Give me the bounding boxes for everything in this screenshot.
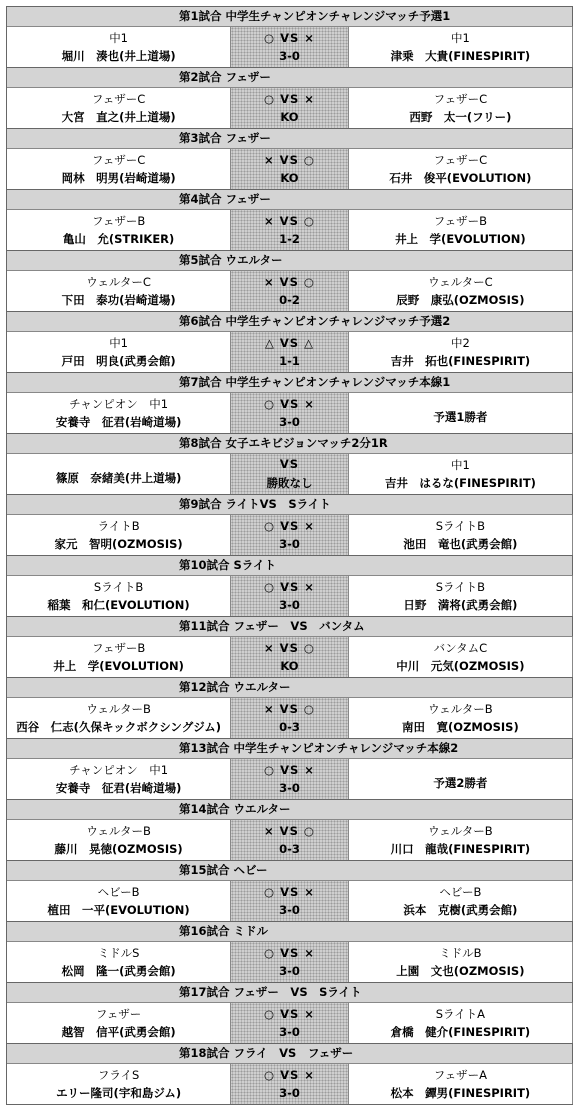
- left-weight-class: フェザーC: [91, 152, 146, 167]
- left-fighter-name: 井上 学(EVOLUTION): [53, 659, 184, 674]
- match-header: 第8試合 女子エキビジョンマッチ2分1R: [7, 434, 573, 454]
- match-result: 3-0: [279, 781, 300, 795]
- match-header: 第9試合 ライトVS Sライト: [7, 495, 573, 515]
- match-header: 第18試合 フライ VS フェザー: [7, 1044, 573, 1064]
- match-result: 0-3: [279, 720, 300, 734]
- win-loss-marks: ○ VS ×: [264, 519, 315, 533]
- right-fighter-name: 倉橋 健介(FINESPIRIT): [390, 1025, 531, 1040]
- right-fighter-name: 南田 寛(OZMOSIS): [402, 720, 519, 735]
- left-fighter-name: エリー隆司(宇和島ジム): [56, 1086, 182, 1101]
- left-fighter: [7, 698, 231, 738]
- left-weight-class: フェザーB: [91, 640, 146, 655]
- match-result-cell: [231, 942, 349, 982]
- match-result: 0-2: [279, 293, 300, 307]
- right-fighter: [349, 393, 573, 433]
- right-fighter: [349, 271, 573, 311]
- match-result-cell: [231, 454, 349, 494]
- match-block: [7, 434, 573, 495]
- right-fighter: [349, 576, 573, 616]
- right-weight-class: バンタムC: [433, 640, 488, 655]
- match-body: [7, 27, 573, 68]
- right-fighter: [349, 1064, 573, 1104]
- match-result: 3-0: [279, 537, 300, 551]
- left-fighter: [7, 393, 231, 433]
- left-fighter-name: 大宮 直之(井上道場): [61, 110, 176, 125]
- match-header: 第1試合 中学生チャンピオンチャレンジマッチ予選1: [7, 7, 573, 27]
- left-fighter: [7, 210, 231, 250]
- match-header: 第12試合 ウエルター: [7, 678, 573, 698]
- win-loss-marks: △ VS △: [265, 336, 314, 350]
- match-result-cell: [231, 271, 349, 311]
- left-fighter: [7, 1064, 231, 1104]
- match-body: [7, 576, 573, 617]
- match-result-cell: [231, 698, 349, 738]
- right-fighter: [349, 454, 573, 494]
- left-weight-class: ウェルターB: [86, 701, 151, 716]
- right-fighter-name: 石井 俊平(EVOLUTION): [389, 171, 532, 186]
- left-fighter: [7, 149, 231, 189]
- match-body: [7, 759, 573, 800]
- match-body: [7, 698, 573, 739]
- match-block: [7, 861, 573, 922]
- left-fighter-name: 越智 信平(武勇会館): [61, 1025, 176, 1040]
- match-block: [7, 983, 573, 1044]
- left-weight-class: チャンピオン 中1: [69, 762, 169, 777]
- left-fighter-name: 岡林 明男(岩崎道場): [61, 171, 176, 186]
- match-result-cell: [231, 88, 349, 128]
- left-weight-class: SライトB: [93, 579, 144, 594]
- win-loss-marks: × VS ○: [264, 214, 315, 228]
- match-result-cell: [231, 576, 349, 616]
- match-body: [7, 1003, 573, 1044]
- match-block: [7, 495, 573, 556]
- right-weight-class: フェザーC: [433, 152, 488, 167]
- left-fighter-name: 亀山 允(STRIKER): [62, 232, 175, 247]
- left-fighter-name: 堀川 湊也(井上道場): [61, 49, 176, 64]
- match-result-cell: [231, 332, 349, 372]
- match-result: 1-2: [279, 232, 300, 246]
- match-result-cell: [231, 820, 349, 860]
- right-weight-class: SライトB: [435, 579, 486, 594]
- match-result-cell: [231, 1003, 349, 1043]
- left-fighter: [7, 515, 231, 555]
- left-fighter: [7, 576, 231, 616]
- right-weight-class: 中1: [450, 457, 470, 472]
- match-result: 1-1: [279, 354, 300, 368]
- win-loss-marks: ○ VS ×: [264, 580, 315, 594]
- left-weight-class: チャンピオン 中1: [69, 396, 169, 411]
- right-weight-class: SライトA: [435, 1006, 486, 1021]
- right-fighter-name: 日野 満将(武勇会館): [403, 598, 518, 613]
- win-loss-marks: ○ VS ×: [264, 946, 315, 960]
- right-weight-class: 中2: [450, 335, 470, 350]
- left-fighter-name: 戸田 明良(武勇会館): [61, 354, 176, 369]
- match-result: KO: [280, 659, 299, 673]
- match-result-cell: [231, 393, 349, 433]
- match-body: [7, 88, 573, 129]
- left-weight-class: 中1: [109, 30, 129, 45]
- match-result-cell: [231, 881, 349, 921]
- right-fighter-name: 辰野 康弘(OZMOSIS): [396, 293, 525, 308]
- match-header: 第5試合 ウエルター: [7, 251, 573, 271]
- left-fighter: [7, 332, 231, 372]
- win-loss-marks: ○ VS ×: [264, 31, 315, 45]
- match-block: [7, 129, 573, 190]
- left-fighter-name: 下田 泰功(岩崎道場): [61, 293, 176, 308]
- left-fighter-name: 安養寺 征君(岩崎道場): [55, 781, 182, 796]
- match-result-cell: [231, 1064, 349, 1104]
- match-result: KO: [280, 171, 299, 185]
- match-result-cell: [231, 637, 349, 677]
- right-weight-class: ウェルターB: [428, 701, 493, 716]
- left-weight-class: ウェルターC: [86, 274, 151, 289]
- match-header: 第7試合 中学生チャンピオンチャレンジマッチ本線1: [7, 373, 573, 393]
- right-fighter-name: 浜本 克樹(武勇会館): [403, 903, 518, 918]
- right-weight-class: SライトB: [435, 518, 486, 533]
- right-fighter: [349, 332, 573, 372]
- right-fighter: [349, 515, 573, 555]
- left-weight-class: ライトB: [97, 518, 140, 533]
- right-weight-class: ミドルB: [439, 945, 482, 960]
- left-weight-class: ミドルS: [97, 945, 140, 960]
- win-loss-marks: ○ VS ×: [264, 92, 315, 106]
- match-result: 3-0: [279, 1025, 300, 1039]
- match-block: [7, 190, 573, 251]
- left-fighter: [7, 942, 231, 982]
- right-fighter: [349, 942, 573, 982]
- match-body: [7, 210, 573, 251]
- match-block: [7, 556, 573, 617]
- match-body: [7, 881, 573, 922]
- left-weight-class: フライS: [97, 1067, 140, 1082]
- right-weight-class: フェザーC: [433, 91, 488, 106]
- right-fighter-name: 予選2勝者: [433, 776, 488, 790]
- match-result-cell: [231, 149, 349, 189]
- right-weight-class: 中1: [450, 30, 470, 45]
- match-block: [7, 373, 573, 434]
- right-fighter: [349, 210, 573, 250]
- match-body: [7, 271, 573, 312]
- match-body: [7, 515, 573, 556]
- right-weight-class: ウェルターC: [428, 274, 493, 289]
- win-loss-marks: ○ VS ×: [264, 763, 315, 777]
- match-result: 3-0: [279, 964, 300, 978]
- left-fighter: [7, 637, 231, 677]
- match-header: 第13試合 中学生チャンピオンチャレンジマッチ本線2: [7, 739, 573, 759]
- right-weight-class: フェザーB: [433, 213, 488, 228]
- match-header: 第4試合 フェザー: [7, 190, 573, 210]
- right-fighter: [349, 637, 573, 677]
- left-fighter-name: 家元 智明(OZMOSIS): [54, 537, 183, 552]
- right-fighter: [349, 27, 573, 67]
- match-body: [7, 1064, 573, 1105]
- right-weight-class: ヘビーB: [439, 884, 482, 899]
- right-fighter-name: 津乗 大貴(FINESPIRIT): [390, 49, 531, 64]
- match-header: 第10試合 Sライト: [7, 556, 573, 576]
- match-result: 0-3: [279, 842, 300, 856]
- match-result: 3-0: [279, 903, 300, 917]
- match-result: 3-0: [279, 415, 300, 429]
- left-fighter-name: 西谷 仁志(久保キックボクシングジム): [16, 720, 221, 735]
- win-loss-marks: × VS ○: [264, 153, 315, 167]
- win-loss-marks: VS: [279, 457, 300, 472]
- right-fighter-name: 西野 太一(フリー): [409, 110, 512, 125]
- right-fighter: [349, 88, 573, 128]
- left-fighter-name: 安養寺 征君(岩崎道場): [55, 415, 182, 430]
- win-loss-marks: ○ VS ×: [264, 1068, 315, 1082]
- match-result-cell: [231, 515, 349, 555]
- match-block: [7, 7, 573, 68]
- right-weight-class: フェザーA: [433, 1067, 488, 1082]
- match-block: [7, 251, 573, 312]
- match-block: [7, 617, 573, 678]
- right-fighter: [349, 149, 573, 189]
- win-loss-marks: ○ VS ×: [264, 1007, 315, 1021]
- match-result-cell: [231, 27, 349, 67]
- left-fighter: [7, 271, 231, 311]
- right-weight-class: ウェルターB: [428, 823, 493, 838]
- match-block: [7, 922, 573, 983]
- right-fighter-name: 吉井 はるな(FINESPIRIT): [384, 476, 536, 491]
- left-fighter: [7, 1003, 231, 1043]
- match-header: 第11試合 フェザー VS バンタム: [7, 617, 573, 637]
- match-body: [7, 393, 573, 434]
- right-fighter: [349, 820, 573, 860]
- left-fighter-name: 松岡 隆一(武勇会館): [61, 964, 176, 979]
- match-result: 3-0: [279, 1086, 300, 1100]
- right-fighter-name: 上園 文也(OZMOSIS): [396, 964, 525, 979]
- left-fighter: [7, 454, 231, 494]
- match-body: [7, 942, 573, 983]
- right-fighter-name: 松本 鐔男(FINESPIRIT): [390, 1086, 531, 1101]
- right-fighter-name: 池田 竜也(武勇会館): [403, 537, 518, 552]
- match-header: 第17試合 フェザー VS Sライト: [7, 983, 573, 1003]
- left-fighter-name: 篠原 奈緒美(井上道場): [55, 471, 182, 485]
- right-fighter-name: 予選1勝者: [433, 410, 488, 424]
- match-block: [7, 800, 573, 861]
- match-body: [7, 820, 573, 861]
- left-fighter-name: 稲葉 和仁(EVOLUTION): [47, 598, 190, 613]
- match-header: 第16試合 ミドル: [7, 922, 573, 942]
- match-header: 第3試合 フェザー: [7, 129, 573, 149]
- left-fighter: [7, 820, 231, 860]
- right-fighter: [349, 759, 573, 799]
- win-loss-marks: × VS ○: [264, 275, 315, 289]
- match-result: 3-0: [279, 598, 300, 612]
- right-fighter-name: 井上 学(EVOLUTION): [395, 232, 526, 247]
- left-fighter-name: 植田 一平(EVOLUTION): [47, 903, 190, 918]
- match-body: [7, 332, 573, 373]
- match-body: [7, 149, 573, 190]
- left-weight-class: フェザーC: [91, 91, 146, 106]
- match-block: [7, 68, 573, 129]
- match-block: [7, 678, 573, 739]
- match-block: [7, 739, 573, 800]
- left-weight-class: ヘビーB: [97, 884, 140, 899]
- match-result-cell: [231, 759, 349, 799]
- win-loss-marks: ○ VS ×: [264, 397, 315, 411]
- results-table: [6, 6, 573, 1105]
- match-result: 3-0: [279, 49, 300, 63]
- match-header: 第14試合 ウエルター: [7, 800, 573, 820]
- win-loss-marks: × VS ○: [264, 641, 315, 655]
- match-header: 第6試合 中学生チャンピオンチャレンジマッチ予選2: [7, 312, 573, 332]
- right-fighter: [349, 698, 573, 738]
- left-fighter-name: 藤川 晃徳(OZMOSIS): [54, 842, 183, 857]
- match-result: KO: [280, 110, 299, 124]
- match-body: [7, 454, 573, 495]
- right-fighter-name: 吉井 拓也(FINESPIRIT): [390, 354, 531, 369]
- right-fighter: [349, 881, 573, 921]
- match-header: 第15試合 ヘビー: [7, 861, 573, 881]
- right-fighter: [349, 1003, 573, 1043]
- left-fighter: [7, 27, 231, 67]
- left-fighter: [7, 881, 231, 921]
- left-weight-class: フェザー: [95, 1006, 142, 1021]
- match-result: 勝敗なし: [266, 475, 313, 490]
- right-fighter-name: 中川 元気(OZMOSIS): [396, 659, 525, 674]
- match-block: [7, 1044, 573, 1105]
- left-weight-class: ウェルターB: [86, 823, 151, 838]
- match-header: 第2試合 フェザー: [7, 68, 573, 88]
- match-block: [7, 312, 573, 373]
- right-fighter-name: 川口 龍哉(FINESPIRIT): [390, 842, 531, 857]
- win-loss-marks: × VS ○: [264, 824, 315, 838]
- left-fighter: [7, 88, 231, 128]
- left-fighter: [7, 759, 231, 799]
- win-loss-marks: ○ VS ×: [264, 885, 315, 899]
- win-loss-marks: × VS ○: [264, 702, 315, 716]
- left-weight-class: 中1: [109, 335, 129, 350]
- left-weight-class: フェザーB: [91, 213, 146, 228]
- match-result-cell: [231, 210, 349, 250]
- match-body: [7, 637, 573, 678]
